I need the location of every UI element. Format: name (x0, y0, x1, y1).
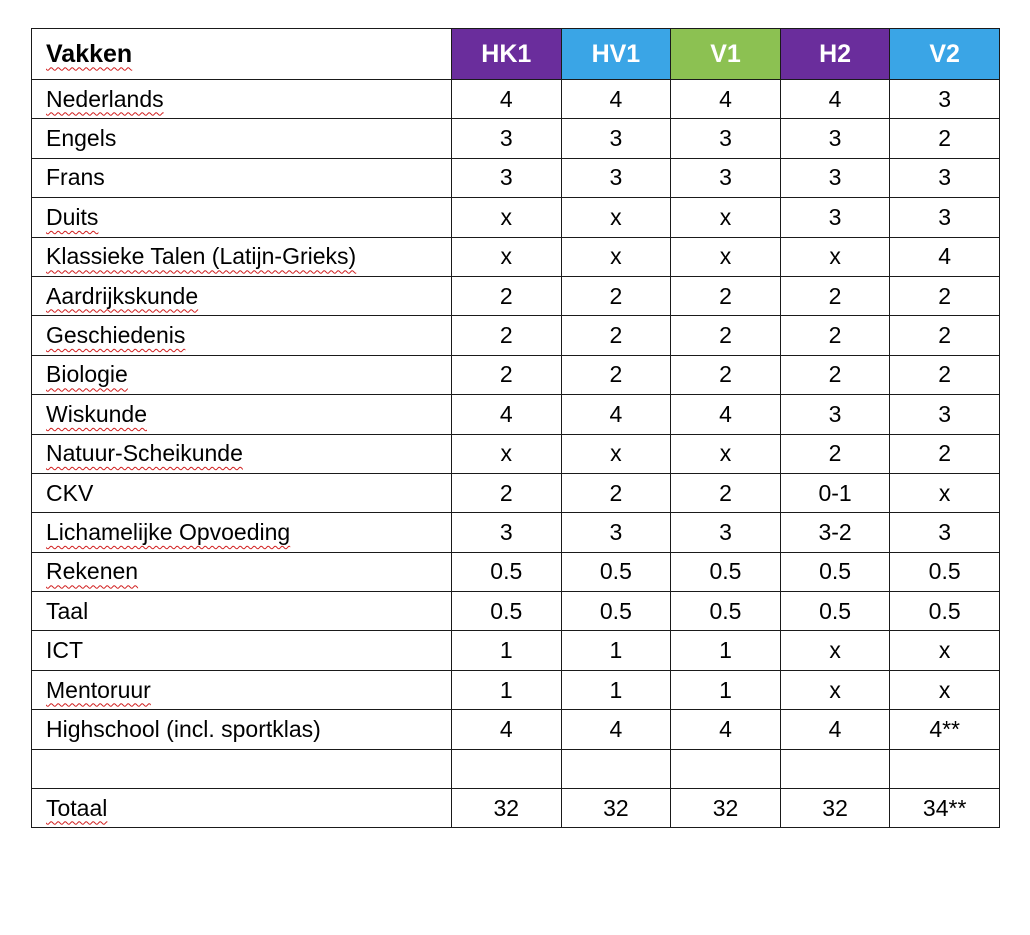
subject-label: Rekenen (46, 558, 139, 585)
hours-cell: 2 (561, 316, 671, 355)
hours-cell: 3 (561, 513, 671, 552)
table-row (32, 552, 1000, 591)
hours-cell: 3 (780, 158, 890, 197)
hours-cell: 4 (890, 237, 1000, 276)
subject-cell (32, 119, 452, 158)
hours-cell: 3 (671, 158, 781, 197)
hours-cell: x (780, 670, 890, 709)
subject-label: Aardrijkskunde (46, 282, 199, 309)
hours-cell: 3 (890, 158, 1000, 197)
subject-label: Biologie (46, 361, 128, 388)
hours-cell: 2 (452, 316, 562, 355)
hours-cell: 4 (671, 395, 781, 434)
table-row (32, 80, 1000, 119)
hours-cell: 4 (452, 80, 562, 119)
subjects-hours-table (31, 28, 1000, 828)
subject-cell (32, 316, 452, 355)
subject-cell (32, 434, 452, 473)
hours-cell: 4 (671, 710, 781, 749)
hours-cell: 3 (780, 395, 890, 434)
hours-cell: 0.5 (890, 592, 1000, 631)
subject-label: Frans (46, 164, 105, 191)
hours-cell: 2 (890, 276, 1000, 315)
hours-cell: x (671, 434, 781, 473)
subject-label: Engels (46, 125, 117, 152)
table-row (32, 749, 1000, 788)
hours-cell: 3 (452, 513, 562, 552)
subject-label: Duits (46, 203, 99, 230)
hours-cell: 2 (890, 434, 1000, 473)
hours-cell: 3 (890, 513, 1000, 552)
hours-cell: x (890, 631, 1000, 670)
hours-cell: 4 (561, 395, 671, 434)
hours-cell: 2 (890, 355, 1000, 394)
table-row (32, 119, 1000, 158)
hours-cell: 3 (561, 158, 671, 197)
subject-cell (32, 158, 452, 197)
hours-cell: 0.5 (452, 592, 562, 631)
hours-cell: 0.5 (561, 552, 671, 591)
hours-cell: 0.5 (671, 552, 781, 591)
hours-cell: 3 (780, 198, 890, 237)
hours-cell: 2 (561, 355, 671, 394)
hours-cell: 4 (452, 395, 562, 434)
hours-cell: x (671, 237, 781, 276)
table-row (32, 395, 1000, 434)
hours-cell: x (890, 473, 1000, 512)
header-column-2: HV1 (561, 29, 671, 80)
hours-cell: 1 (671, 631, 781, 670)
hours-cell: 3-2 (780, 513, 890, 552)
hours-cell: 2 (452, 355, 562, 394)
hours-cell: 0.5 (780, 592, 890, 631)
hours-cell (561, 749, 671, 788)
hours-cell: 3 (890, 198, 1000, 237)
hours-cell: 32 (780, 789, 890, 828)
table-row (32, 710, 1000, 749)
hours-cell (780, 749, 890, 788)
subject-cell (32, 552, 452, 591)
header-column-4: H2 (780, 29, 890, 80)
table-body (32, 80, 1000, 828)
hours-cell: x (561, 434, 671, 473)
hours-cell: 0-1 (780, 473, 890, 512)
hours-cell: 1 (452, 670, 562, 709)
header-subject-label: Vakken (46, 39, 133, 68)
hours-cell: x (452, 237, 562, 276)
hours-cell: 2 (890, 316, 1000, 355)
subject-cell (32, 749, 452, 788)
hours-cell: x (780, 237, 890, 276)
hours-cell: 32 (671, 789, 781, 828)
hours-cell: 3 (890, 395, 1000, 434)
subject-label: ICT (46, 637, 84, 664)
subject-cell (32, 513, 452, 552)
hours-cell: 4 (452, 710, 562, 749)
hours-cell: 2 (561, 473, 671, 512)
header-subject-cell (32, 29, 452, 80)
table-row (32, 158, 1000, 197)
subject-cell (32, 670, 452, 709)
hours-cell: 32 (561, 789, 671, 828)
hours-cell: 1 (452, 631, 562, 670)
hours-cell: 4 (561, 80, 671, 119)
hours-cell (890, 749, 1000, 788)
subject-label: Klassieke Talen (Latijn-Grieks) (46, 243, 357, 270)
hours-cell: x (780, 631, 890, 670)
hours-cell: 3 (671, 513, 781, 552)
hours-cell: 3 (671, 119, 781, 158)
hours-cell: 4 (780, 80, 890, 119)
table-row (32, 276, 1000, 315)
subject-cell (32, 355, 452, 394)
hours-cell: 4** (890, 710, 1000, 749)
table-row (32, 631, 1000, 670)
subject-label: Lichamelijke Opvoeding (46, 518, 291, 545)
hours-cell: 0.5 (561, 592, 671, 631)
hours-cell: 4 (671, 80, 781, 119)
subject-label: Mentoruur (46, 676, 151, 703)
hours-cell: 2 (780, 276, 890, 315)
subject-cell (32, 237, 452, 276)
hours-cell: 2 (780, 355, 890, 394)
subject-label: Nederlands (46, 85, 164, 112)
hours-cell: 2 (561, 276, 671, 315)
table-row (32, 513, 1000, 552)
subject-label: Geschiedenis (46, 322, 186, 349)
hours-cell: 0.5 (452, 552, 562, 591)
hours-cell: 3 (890, 80, 1000, 119)
hours-cell (452, 749, 562, 788)
hours-cell (671, 749, 781, 788)
header-column-5: V2 (890, 29, 1000, 80)
subject-label: CKV (46, 479, 94, 506)
hours-cell: 2 (671, 316, 781, 355)
hours-cell: 2 (780, 316, 890, 355)
hours-cell: 0.5 (671, 592, 781, 631)
hours-cell: 3 (780, 119, 890, 158)
hours-cell: x (452, 198, 562, 237)
hours-cell: 34** (890, 789, 1000, 828)
hours-cell: 2 (452, 473, 562, 512)
hours-cell: x (561, 198, 671, 237)
subject-label: Totaal (46, 794, 108, 821)
table-row (32, 434, 1000, 473)
subject-label: Natuur-Scheikunde (46, 440, 243, 467)
hours-cell: 4 (780, 710, 890, 749)
table-row (32, 473, 1000, 512)
table-row (32, 355, 1000, 394)
subject-cell (32, 631, 452, 670)
header-column-1: HK1 (452, 29, 562, 80)
subject-cell (32, 473, 452, 512)
header-column-3: V1 (671, 29, 781, 80)
hours-cell: 32 (452, 789, 562, 828)
table-header-row (32, 29, 1000, 80)
table-row (32, 316, 1000, 355)
hours-cell: 1 (561, 670, 671, 709)
table-row (32, 198, 1000, 237)
hours-cell: 2 (890, 119, 1000, 158)
hours-cell: 2 (671, 473, 781, 512)
subject-cell (32, 710, 452, 749)
subject-cell (32, 80, 452, 119)
hours-cell: 3 (452, 158, 562, 197)
hours-cell: x (561, 237, 671, 276)
hours-cell: 4 (561, 710, 671, 749)
hours-cell: 2 (780, 434, 890, 473)
hours-cell: 2 (452, 276, 562, 315)
subject-label: Wiskunde (46, 400, 147, 427)
subject-cell (32, 592, 452, 631)
hours-cell: 2 (671, 355, 781, 394)
hours-cell: 3 (452, 119, 562, 158)
subject-cell (32, 198, 452, 237)
hours-cell: 2 (671, 276, 781, 315)
table-row (32, 237, 1000, 276)
table-row (32, 670, 1000, 709)
hours-cell: 1 (671, 670, 781, 709)
subject-cell (32, 789, 452, 828)
subject-label: Highschool (incl. sportklas) (46, 715, 321, 742)
subject-cell (32, 276, 452, 315)
hours-cell: x (671, 198, 781, 237)
subject-cell (32, 395, 452, 434)
hours-cell: 1 (561, 631, 671, 670)
subject-label: Taal (46, 597, 89, 624)
hours-cell: x (452, 434, 562, 473)
hours-cell: 0.5 (780, 552, 890, 591)
table-row (32, 789, 1000, 828)
hours-cell: 3 (561, 119, 671, 158)
hours-cell: x (890, 670, 1000, 709)
hours-cell: 0.5 (890, 552, 1000, 591)
table-row (32, 592, 1000, 631)
